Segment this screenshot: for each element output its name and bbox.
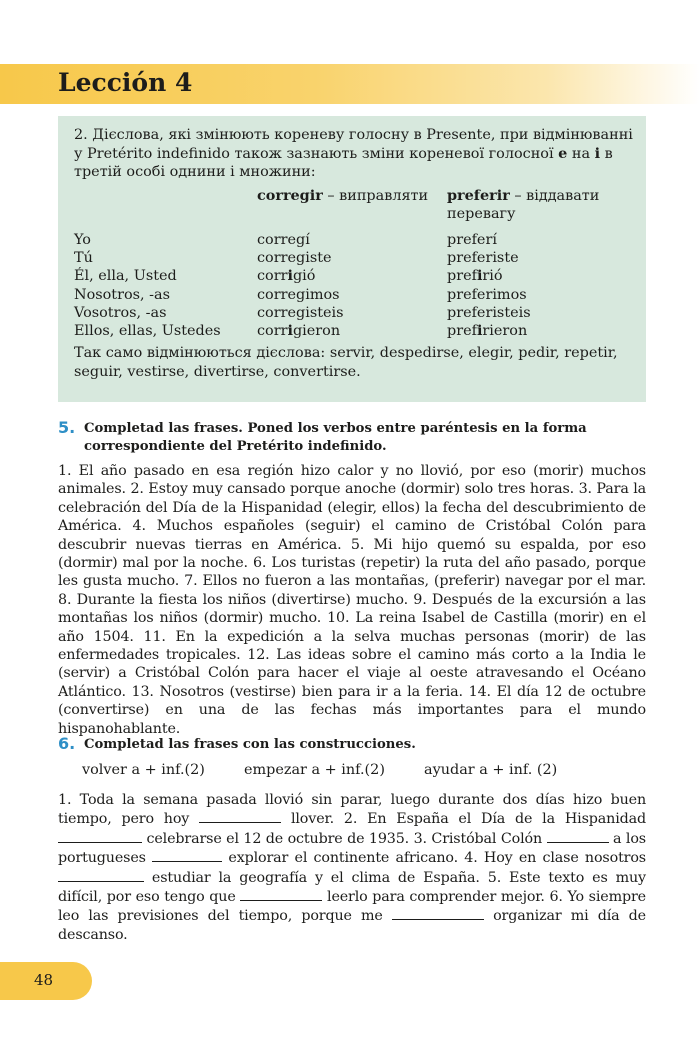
grammar-intro: 2. Дієслова, які змінюють кореневу голосну в Presente, при відмінюванні у Pretérito indefinido також зазнають зміни кореневої голосної е на і в третій особі однини і множини: bbox=[74, 127, 633, 181]
conjugation-row: Nosotros, -as corregimos preferimos bbox=[74, 286, 527, 303]
exercise-6-heading bbox=[58, 736, 646, 754]
verb1-header: corregir – виправляти bbox=[257, 186, 429, 204]
page-number-tab bbox=[0, 962, 92, 1000]
answer-blank[interactable] bbox=[199, 809, 281, 823]
answer-blank[interactable] bbox=[240, 887, 322, 901]
conjugation-row: Él, ella, Usted corrigió prefirió bbox=[74, 267, 503, 285]
answer-blank[interactable] bbox=[547, 829, 609, 843]
grammar-box bbox=[58, 116, 646, 402]
exercise-6-text: 1. Toda la semana pasada llovió sin parar, luego durante dos días hizo buen tiempo, pero hoy llover. 2. En España el Día de la Hispanidad celebrarse el 12 de octubre de 1935. 3. Cristóbal Colón a los portugueses explorar el continente africano. 4. Hoy en clase nosotros estudiar la geografía y el clima de España. 5. Este texto es muy difícil, por eso tengo que leerlo para comprender mejor. 6. Yo siempre leo las previsiones del tiempo, porque me organizar mi día de descanso. bbox=[58, 792, 647, 943]
grammar-note: Так само відмінюються дієслова: servir, despedirse, elegir, pedir, repetir, seguir, vestirse, divertirse, convertirse. bbox=[74, 345, 618, 380]
lesson-title: Lección 4 bbox=[58, 68, 193, 97]
exercise-5-text: 1. El año pasado en esa región hizo calor y no llovió, por eso (morir) muchos animales. 2. Estoy muy cansado porque anoche (dormir) solo tres horas. 3. Para la celebración del Día de la Hispanidad (elegir, ellos) la fecha del descubrimiento de América. 4. Muchos españoles (seguir) el camino de Cristóbal Colón para descubrir nuevas tierras en América. 5. Mi hijo quemó su espalda, por eso (dormir) mal por la noche. 6. Los turistas (repetir) la ruta del año pasado, porque les gusta mucho. 7. Ellos no fueron a las montañas, (preferir) navegar por el mar. 8. Durante la fiesta los niños (divertirse) mucho. 9. Después de la excursión a las montañas los niños (dormir) mucho. 10. La reina Isabel de Castilla (morir) en el año 1504. 11. En la expedición a la selva muchas personas (morir) de las enfermedades tropicales. 12. Las ideas sobre el camino más corto a la India le (servir) a Cristóbal Colón para hacer el viaje al oeste atravesando el Océano Atlántico. 13. Nosotros (vestirse) bien para ir a la feria. 14. El día 12 de octubre (convertirse) en una de las fechas más importantes para el mundo hispanohablante. bbox=[58, 463, 646, 737]
answer-blank[interactable] bbox=[392, 906, 484, 920]
answer-blank[interactable] bbox=[58, 829, 142, 843]
construction-1: volver a + inf.(2) bbox=[82, 762, 205, 778]
exercise-6-instruction: Completad las frases con las construcciones. bbox=[84, 737, 416, 752]
conjugation-table bbox=[74, 187, 634, 343]
exercise-5-instruction: Completad las frases. Poned los verbos entre paréntesis en la forma correspondiente del Pretérito indefinido. bbox=[84, 421, 587, 454]
answer-blank[interactable] bbox=[58, 868, 144, 882]
verb2-header: preferir – віддавати перевагу bbox=[447, 186, 600, 223]
construction-2: empezar a + inf.(2) bbox=[244, 762, 385, 778]
conjugation-row: Tú corregiste preferiste bbox=[74, 250, 519, 267]
construction-3: ayudar a + inf. (2) bbox=[424, 762, 558, 778]
exercise-5-number: 5. bbox=[58, 418, 76, 437]
exercise-5 bbox=[58, 420, 646, 738]
conjugation-row: Yo corregí preferí bbox=[74, 231, 497, 248]
conjugation-row: Ellos, ellas, Ustedes corrigieron prefirieron bbox=[74, 322, 528, 340]
exercise-5-heading bbox=[58, 420, 646, 456]
page-number: 48 bbox=[34, 971, 54, 989]
exercise-6-number: 6. bbox=[58, 734, 76, 753]
exercise-6 bbox=[58, 736, 646, 754]
answer-blank[interactable] bbox=[152, 848, 222, 862]
conjugation-row: Vosotros, -as corregisteis preferisteis bbox=[74, 304, 531, 321]
